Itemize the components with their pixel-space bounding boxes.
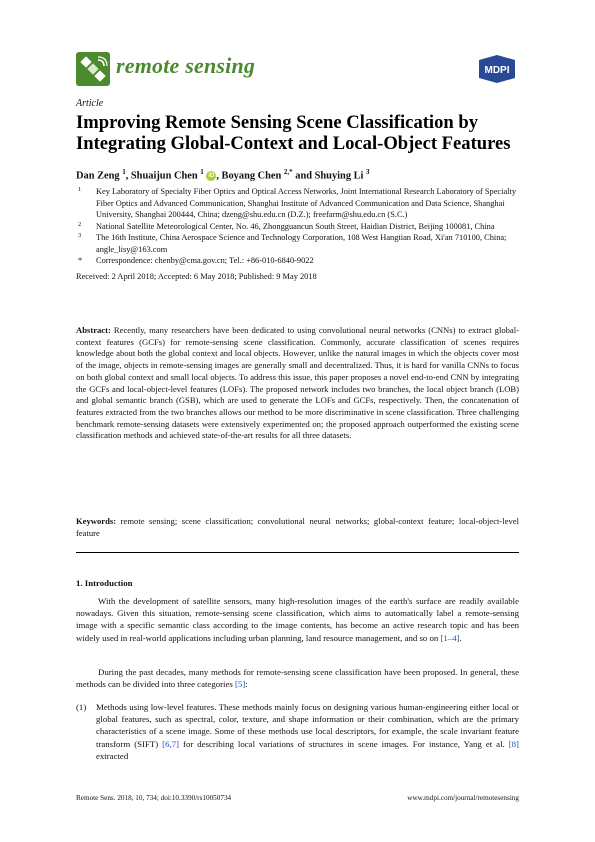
paragraph-text: During the past decades, many methods for remote-sensing scene classification have been proposed. In general, these methods can be divided into three categories (76, 667, 519, 690)
affiliation-mark: 1 (78, 186, 82, 193)
list-item-text (96, 701, 519, 762)
paragraph (76, 666, 519, 690)
citation-link[interactable]: [5] (235, 679, 246, 690)
paper-title: Improving Remote Sensing Scene Classification by Integrating Global-Context and Local-Object Features (76, 112, 511, 154)
section-heading: 1. Introduction (76, 578, 133, 588)
keywords (76, 516, 519, 539)
paragraph-text: for describing local variations of structures in scene images. For instance, Yang et al. (179, 738, 509, 749)
paragraph-text: extracted (96, 750, 129, 761)
section-divider (76, 552, 519, 553)
paragraph-text: . (459, 632, 462, 643)
citation-link[interactable]: [6,7] (162, 738, 180, 749)
affiliation-mark: 3 (78, 232, 82, 239)
paragraph (76, 595, 519, 644)
author-name[interactable]: Boyang Chen (221, 170, 282, 182)
affiliation-item (76, 221, 526, 233)
list-number: (1) (76, 702, 87, 712)
mdpi-logo-text: MDPI (484, 65, 510, 76)
satellite-icon (76, 52, 110, 86)
citation-link[interactable]: [1–4] (440, 632, 460, 643)
abstract (76, 325, 519, 442)
affiliation-mark: 2 (78, 220, 82, 228)
abstract-label: Abstract: (76, 325, 111, 335)
affiliations (76, 186, 526, 282)
keywords-text: remote sensing; scene classification; convolutional neural networks; global-context feature; local-object-level feature (76, 516, 519, 538)
affiliation-item (76, 232, 526, 255)
author-name[interactable]: Shuaijun Chen (130, 170, 198, 182)
citation-link[interactable]: [8] (508, 738, 519, 749)
correspondence-mark: * (78, 256, 83, 265)
paragraph-text: : (245, 679, 248, 690)
affiliation-text: The 16th Institute, China Aerospace Science and Technology Corporation, 108 West Hangtian Road, Xi'an 710100, China; angle_lisy@163.com (96, 233, 507, 254)
keywords-label: Keywords: (76, 516, 117, 526)
author-affiliation-mark: 2,* (283, 168, 293, 176)
citation-info: Remote Sens. 2018, 10, 734; doi:10.3390/rs10050734 (76, 794, 232, 802)
author-separator: , (125, 170, 131, 182)
author-affiliation-mark: 1 (122, 168, 126, 176)
correspondence-text: Correspondence: chenby@cma.gov.cn; Tel.: +86-010-6840-9022 (96, 256, 314, 265)
mdpi-logo[interactable] (475, 54, 519, 84)
author-name[interactable]: Dan Zeng (76, 170, 120, 182)
author-separator: and (292, 170, 315, 182)
article-type: Article (76, 98, 104, 109)
list-item (76, 701, 519, 762)
author-affiliation-mark: 1 (200, 168, 204, 176)
author-name[interactable]: Shuying Li (314, 170, 364, 182)
correspondence-item (76, 255, 526, 267)
publication-dates: Received: 2 April 2018; Accepted: 6 May 2018; Published: 9 May 2018 (76, 271, 317, 281)
journal-header (76, 50, 519, 90)
author-list (76, 168, 370, 181)
journal-url-link[interactable]: www.mdpi.com/journal/remotesensing (407, 794, 519, 802)
paragraph-text: With the development of satellite sensors, many high-resolution images of the earth's surface are readily available nowadays. Given this situation, remote-sensing scene classification, which aims to automatically label a remote-sensing image with a specific semantic class according to the image contents, has become an active research topic and has been widely used in real-world applications including urban planning, land resource management, and so on (76, 596, 519, 643)
paragraph-text: Methods using low-level features. These methods mainly focus on designing various human-engineering either local or global features, such as spectral, color, texture, and shape information or their combination, which are the primary characteristics of a scene image. Some of these methods use local descriptors, for example, the scale invariant feature transform (SIFT) (96, 702, 519, 749)
affiliation-item (76, 186, 526, 221)
affiliation-text: Key Laboratory of Specialty Fiber Optics and Optical Access Networks, Joint International Research Laboratory of Specialty Fiber Optics and Advanced Communication, Shanghai Institute of Advanced Communication and Data Science, Shanghai University, Shanghai 200444, China; dzeng@shu.edu.cn (D.Z.); freefarm@shu.edu.cn (S.C.) (96, 187, 517, 219)
journal-name: remote sensing (116, 53, 256, 78)
author-affiliation-mark: 3 (366, 168, 370, 176)
orcid-icon[interactable]: iD (208, 173, 215, 180)
abstract-text: Recently, many researchers have been dedicated to using convolutional neural networks (CNNs) to extract global-context features (GCFs) for remote-sensing scene classification. Commonly, accurate classification of scenes requires knowledge about both the global context and local objects. However, unlike the natural images in which the objects cover most of the image, objects in remote-sensing images are generally small and decentralized. Thus, it is hard for vanilla CNNs to focus on both global context and small local objects. To address this issue, this paper proposes a novel end-to-end CNN by integrating the GCFs and local-object-level features (LOFs). The proposed network includes two branches, the local object branch (LOB) and global semantic branch (GSB), which are used to generate the LOFs and GCFs, respectively. Then, the concatenation of features extracted from the two branches allows our method to be more discriminative in scene classification. Three challenging benchmark remote-sensing datasets were extensively experimented on; the proposed approach outperformed the existing scene classification methods and achieved state-of-the-art results for all three datasets. (76, 325, 519, 441)
affiliation-text: National Satellite Meteorological Center, No. 46, Zhongguancun South Street, Haidian District, Beijing 100081, China (96, 221, 495, 231)
author-separator: , (216, 170, 222, 182)
